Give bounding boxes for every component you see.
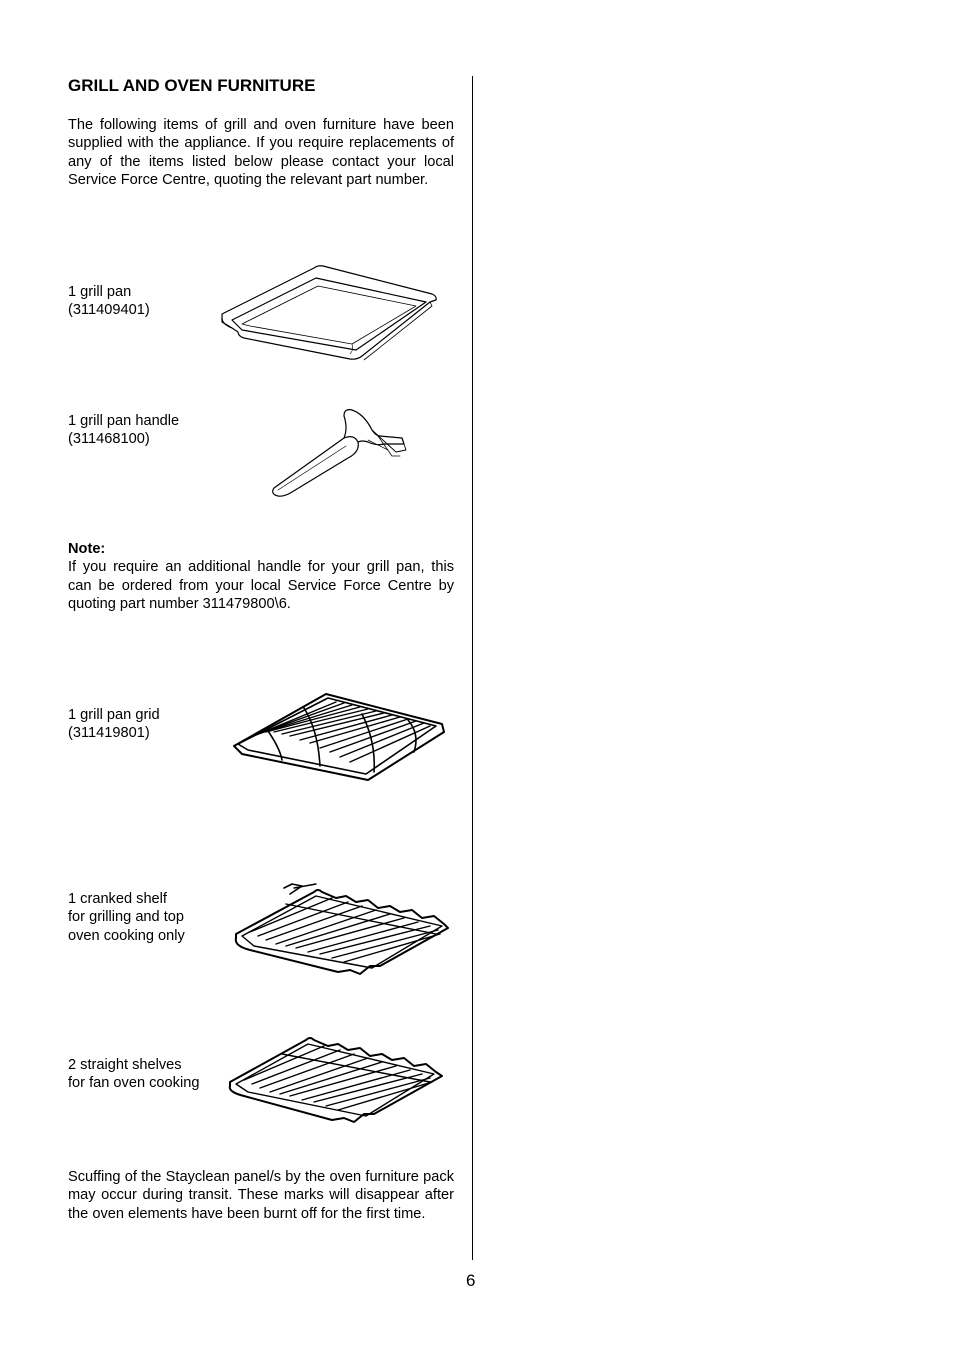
note-body: If you require an additional handle for your grill pan, this can be ordered from your local Service Force Centre by quoting part number 311479800\6. — [68, 559, 454, 613]
grill-pan-handle-illustration — [268, 406, 410, 500]
item-description: oven cooking only — [68, 927, 185, 944]
part-number: (311468100) — [68, 431, 150, 448]
item-straight-shelves-label — [68, 1056, 228, 1093]
item-description: for fan oven cooking — [68, 1075, 200, 1092]
item-name: 1 cranked shelf — [68, 891, 167, 907]
note-title: Note: — [68, 541, 106, 557]
page-number: 6 — [466, 1271, 476, 1290]
item-name: 1 grill pan handle — [68, 413, 180, 429]
item-description: for grilling and top — [68, 909, 185, 926]
page-heading: GRILL AND OVEN FURNITURE — [68, 76, 316, 95]
item-name: 2 straight shelves — [68, 1057, 182, 1073]
item-name: 1 grill pan — [68, 284, 132, 300]
cranked-shelf-illustration — [230, 882, 452, 978]
item-grill-pan-handle-label — [68, 412, 228, 449]
item-grill-pan-grid-label — [68, 706, 228, 743]
item-cranked-shelf-label — [68, 890, 228, 945]
grill-pan-illustration — [218, 262, 440, 362]
part-number: (311419801) — [68, 725, 150, 742]
straight-shelf-illustration — [226, 1030, 448, 1126]
note-block — [68, 540, 454, 614]
grill-pan-grid-illustration — [230, 690, 446, 782]
footer-paragraph: Scuffing of the Stayclean panel/s by the oven furniture pack may occur during transit. These marks will disappear after the oven elements have been burnt off for the first time. — [68, 1169, 454, 1222]
item-name: 1 grill pan grid — [68, 707, 160, 723]
intro-paragraph: The following items of grill and oven furniture have been supplied with the appliance. If you require replacements of any of the items listed below please contact your local Service Force Centre, quoting the relevant part number. — [68, 117, 454, 189]
column-divider — [472, 76, 473, 1260]
part-number: (311409401) — [68, 302, 150, 319]
item-grill-pan-label — [68, 283, 228, 320]
